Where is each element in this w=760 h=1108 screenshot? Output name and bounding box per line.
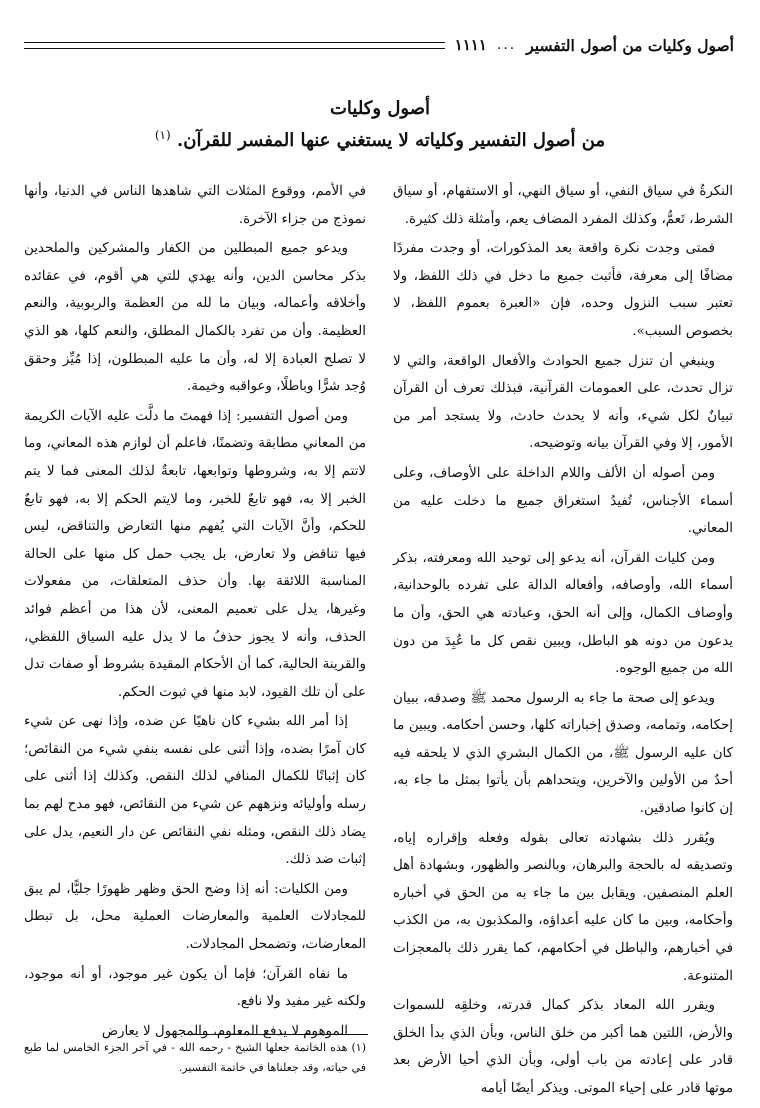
footnote-marker: (١) xyxy=(154,128,171,142)
paragraph: ويدعو جميع المبطلين من الكفار والمشركين والملحدين بذكر محاسن الدين، وأنه يهدي للتي هي أقوم، في عقائده وأخلاقه وأعماله، وبيان ما لله من العظمة والربوبية، والنعم العظيمة. وأن من تفرد بالكمال المطلق، والنعم كلها، هو الذي لا تصلح العبادة إلا له، وأن ما عليه المبطلون، إذا مُيِّز وحقق وُجد شرًّا وباطلًا، وعواقبه وخيمة. xyxy=(24,241,366,395)
footnote-separator xyxy=(184,1034,368,1035)
paragraph: ويدعو إلى صحة ما جاء به الرسول محمد ﷺ وصدقه، ببيان إحكامه، وتمامه، وصدق إخباراته كلها، وحسن أحكامه. ويبين ما كان عليه الرسول ﷺ، من الكمال البشري الذي لا يلحقه فيه أحدٌ من الأولين والآخرين، ويتحداهم بأن يأتوا بمثل ما جاء به، إن كانوا صادقين. xyxy=(393,690,733,817)
running-header xyxy=(24,34,734,56)
paragraph: ومن الكليات: أنه إذا وضح الحق وظهر ظهورًا جليًّا، لم يبق للمجادلات العلمية والمعارضات العملية محل، بل تبطل المعارضات، وتضمحل المجادلات. xyxy=(24,881,366,953)
paragraph: ومن كليات القرآن، أنه يدعو إلى توحيد الله ومعرفته، بذكر أسماء الله، وأوصافه، وأفعاله الدالة على تفرده بالوحدانية، وأوصاف الكمال، وإلى أنه الحق، وعبادته هي الحق، وأن ما يدعون من دونه هو الباطل، ويبين نقص كل ما عُبِدَ من دون الله من جميع الوجوه. xyxy=(393,550,733,677)
paragraph: ويُقرر ذلك بشهادته تعالى بقوله وفعله وإقراره إياه، وتصديقه له بالحجة والبرهان، وبالنصر والظهور، وبشهادة أهل العلم المنصفين. ويقابل بين ما جاء به من الحق في أخباره وأحكامه، وبين ما كان عليه أعداؤه، والمكذبون به، من الكذب في أخبارهم، والباطل في أحكامهم، كما يقرر ذلك بالمعجزات المتنوعة. xyxy=(393,830,733,984)
section-subtitle-text: من أصول التفسير وكلياته لا يستغني عنها المفسر للقرآن. xyxy=(176,130,606,151)
page-number: ١١١١ xyxy=(454,36,487,54)
running-header-title: أصول وكليات من أصول التفسير xyxy=(526,35,734,55)
paragraph: إذا أمر الله بشيء كان ناهيًا عن ضده، وإذا نهى عن شيء كان آمرًا بضده، وإذا أثنى على نفسه بنفي شيء من النقائص؛ كان إثباتًا للكمال المنافي لذلك النقص. وكذلك إذا أثنى على رسله وأوليائه ونزههم عن شيء من النقائص، فهو مدح لهم بما يضاد ذلك النقص، ومثله نفي النقائص عن دار النعيم، يدل على إثبات ضد ذلك. xyxy=(24,714,366,868)
paragraph: فمتى وجدت نكرة واقعة بعد المذكورات، أو وجدت مفردًا مضافًا إلى معرفة، فأثبت جميع ما دخل في ذلك اللفظ، ولا تعتبر سبب النزول وحده، فإن «العبرة بعموم اللفظ، لا بخصوص السبب». xyxy=(393,241,733,339)
paragraph: في الأمم، ووقوع المثلات التي شاهدها الناس في الدنيا، وأنها نموذج من جزاء الآخرة. xyxy=(24,184,366,227)
paragraph: ومن أصول التفسير: إذا فهمتَ ما دلَّت عليه الآيات الكريمة من المعاني مطابقة وتضمنًا، فاعلم أن لوازم هذه المعاني، وما لاتتم إلا به، وشروطها وتوابعها، تابعةٌ لذلك المعنى فما لا يتم الخبر إلا به، فهو تابعٌ للخبر، وما لايتم الحكم إلا به، فهو تابعٌ للحكم، وأنَّ الآيات التي يُفهم منها التعارض والتناقض، ليس فيها تناقض ولا تعارض، بل يجب حمل كل منها على الحالة المناسبة اللائقة بها. وأن حذف المتعلقات، من مفعولات وغيرها، يدل على تعميم المعنى، لأن هذا من أعظم فوائد الحذف، وأنه لا يجوز حذفُ ما لا يدل عليه السياق اللفظي، والقرينة الحالية، كما أن الأحكام المقيدة بشروط أو صفات تدل على أن تلك القيود، لابد منها في ثبوت الحكم. xyxy=(24,408,366,700)
paragraph: ويقرر الله المعاد بذكر كمال قدرته، وخلقِه للسموات والأرض، اللتين هما أكبر من خلق الناس، وبأن الذي بدأ الخلق قادر على إعادته من باب أولى، وبأن الذي أحيا الأرض بعد موتها قادر على إحياء الموتى. ويذكر أيضًا أيامه xyxy=(393,998,733,1096)
paragraph: الموهوم لا يدفع المعلوم، والمجهول لا يعارض xyxy=(101,1023,348,1039)
section-heading xyxy=(40,96,720,154)
paragraph: وينبغي أن تنزل جميع الحوادث والأفعال الواقعة، والتي لا تزال تحدث، على العمومات القرآنية، فبذلك تعرف أن القرآن تبيانٌ لكل شيء، وأنه لا يحدث حادث، ولا يستجد أمر من الأمور، إلا وفي القرآن بيانه وتوضيحه. xyxy=(393,353,733,452)
footnote: (١) هذه الخاتمة جعلها الشيخ - رحمه الله - في آخر الجزء الخامس لما طبع في حياته، وقد جعلناها في خاتمة التفسير. xyxy=(24,1041,366,1074)
section-subtitle xyxy=(40,122,720,154)
right-column xyxy=(393,178,733,1105)
paragraph: النكرةُ في سياق النفي، أو سياق النهي، أو الاستفهام، أو سياق الشرط، تَعمُّ، وكذلك المفرد المضاف يعم، وأمثلة ذلك كثيرة. xyxy=(393,184,733,227)
left-column xyxy=(24,178,366,1047)
paragraph: ومن أصوله أن الألف واللام الداخلة على الأوصاف، وعلى أسماء الأجناس، تُفيدُ استغراق جميع ما دخلت عليه من المعاني. xyxy=(393,465,733,537)
section-title: أصول وكليات xyxy=(329,98,430,119)
running-header-dots: ... xyxy=(496,37,517,53)
paragraph: ما نفاه القرآن؛ فإما أن يكون غير موجود، أو أنه موجود، ولكنه غير مفيد ولا نافع. xyxy=(24,966,366,1010)
header-double-rule xyxy=(24,42,445,49)
